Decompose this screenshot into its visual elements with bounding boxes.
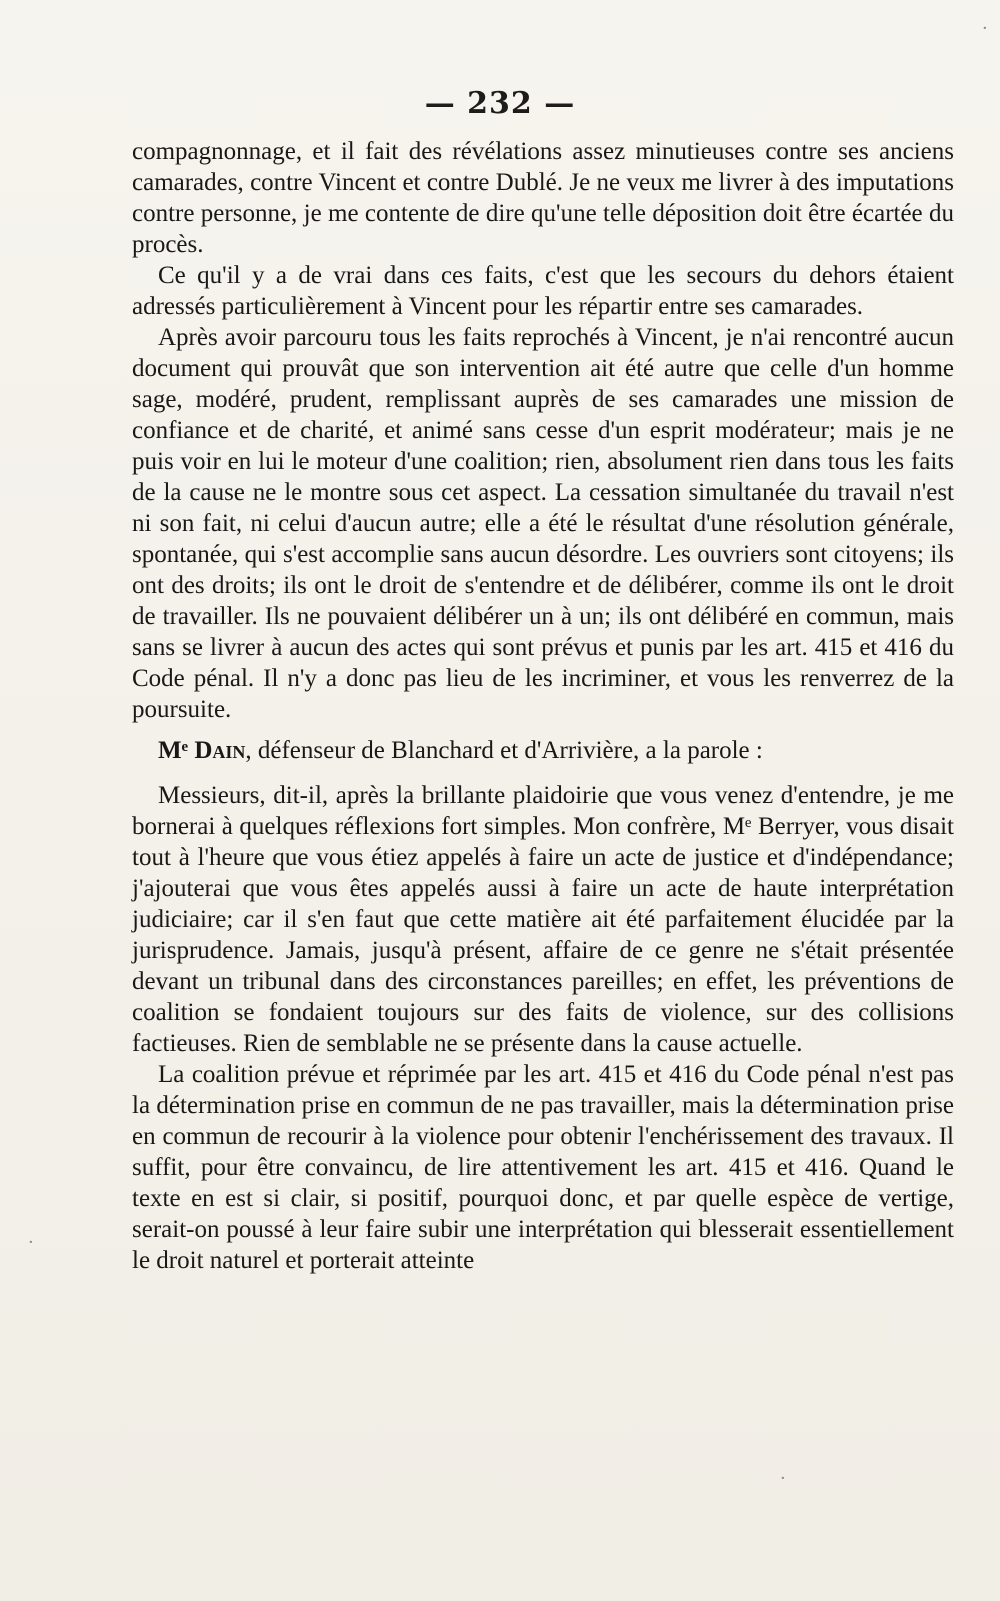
- speaker-role: , défenseur de Blanchard et d'Arrivière, a la parole :: [245, 737, 763, 764]
- paragraph-2: Ce qu'il y a de vrai dans ces faits, c'est que les secours du dehors étaient adressés particulièrement à Vincent pour les répartir entre ses camarades.: [132, 262, 954, 320]
- page-body: [132, 136, 954, 1276]
- paragraph-4: Messieurs, dit-il, après la brillante plaidoirie que vous venez d'entendre, je me bornerai à quelques réflexions fort simples. Mon confrère, Mᵉ Berryer, vous disait tout à l'heure que vous étiez appelés à faire un acte de justice et d'indépendance; j'ajouterai que vous êtes appelés aussi à faire un acte de haute interprétation judiciaire; car il s'en faut que cette matière ait été parfaitement élucidée par la jurisprudence. Jamais, jusqu'à présent, affaire de ce genre ne s'était présentée devant un tribunal dans des circonstances pareilles; en effet, les préventions de coalition se fondaient toujours sur des faits de violence, sur des collisions factieuses. Rien de semblable ne se présente dans la cause actuelle.: [132, 782, 954, 1057]
- scan-speck: ·: [982, 18, 988, 39]
- speaker-prefix: Mᵉ: [158, 737, 189, 764]
- page-number: — 232 —: [424, 86, 576, 121]
- scan-speck: ·: [28, 1232, 34, 1253]
- scan-speck: ·: [780, 1468, 786, 1489]
- paragraph-5: La coalition prévue et réprimée par les art. 415 et 416 du Code pénal n'est pas la détermination prise en commun de ne pas travailler, mais la détermination prise en commun de recourir à la violence pour obtenir l'enchérissement des travaux. Il suffit, pour être convaincu, de lire attentivement les art. 415 et 416. Quand le texte en est si clair, si positif, pourquoi donc, et par quelle espèce de vertige, serait-on poussé à leur faire subir une interprétation qui blesserait essentiellement le droit naturel et porterait atteinte: [132, 1061, 954, 1274]
- speaker-line: [132, 735, 954, 766]
- paragraph-3: Après avoir parcouru tous les faits reprochés à Vincent, je n'ai rencontré aucun document qui prouvât que son intervention ait été autre que celle d'un homme sage, modéré, prudent, remplissant auprès de ses camarades une mission de confiance et de charité, et animé sans cesse d'un esprit modérateur; mais je ne puis voir en lui le moteur d'une coalition; rien, absolument rien dans tous les faits de la cause ne le montre sous cet aspect. La cessation simultanée du travail n'est ni son fait, ni celui d'aucun autre; elle a été le résultat d'une résolution générale, spontanée, qui s'est accomplie sans aucun désordre. Les ouvriers sont citoyens; ils ont des droits; ils ont le droit de s'entendre et de délibérer, comme ils ont le droit de travailler. Ils ne pouvaient délibérer un à un; ils ont délibéré en commun, mais sans se livrer à aucun des actes qui sont prévus et punis par les art. 415 et 416 du Code pénal. Il n'y a donc pas lieu de les incriminer, et vous les renverrez de la poursuite.: [132, 324, 954, 723]
- speaker-name: Dain: [194, 737, 246, 764]
- paragraph-1: compagnonnage, et il fait des révélations assez minutieuses contre ses anciens camarades, contre Vincent et contre Dublé. Je ne veux me livrer à des imputations contre personne, je me contente de dire qu'une telle déposition doit être écartée du procès.: [132, 138, 954, 258]
